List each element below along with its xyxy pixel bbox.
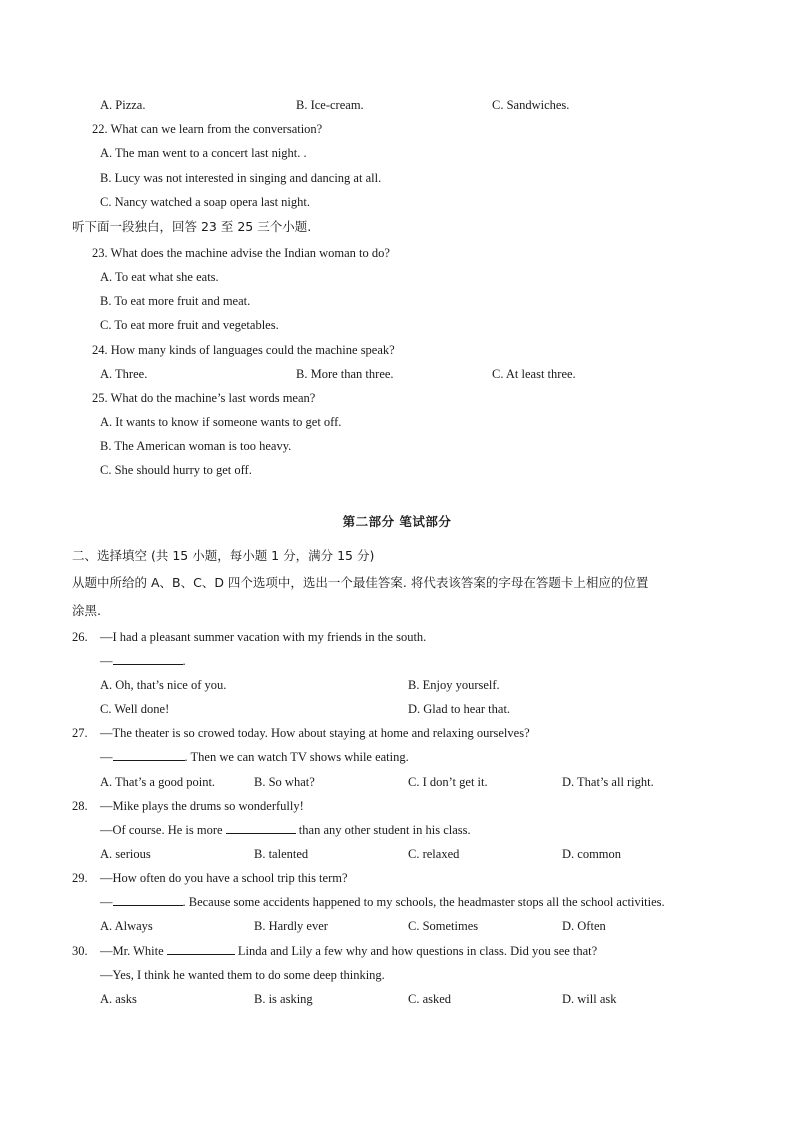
q29-answer-blank bbox=[113, 894, 183, 906]
q30-option-d: D. will ask bbox=[562, 992, 617, 1006]
q25-option-b: B. The American woman is too heavy. bbox=[100, 439, 292, 453]
q23-option-a: A. To eat what she eats. bbox=[100, 270, 219, 284]
instruction-line-2: 涂黑. bbox=[72, 603, 101, 618]
q27-line-1: —The theater is so crowed today. How about staying at home and relaxing ourselves? bbox=[100, 726, 530, 740]
q30-line-1 bbox=[100, 943, 597, 959]
q25-option-c: C. She should hurry to get off. bbox=[100, 463, 252, 477]
q29-dash: — bbox=[100, 895, 113, 909]
q26-dash: — bbox=[100, 654, 113, 668]
q28-line-2-start: —Of course. He is more bbox=[100, 823, 226, 837]
q23-option-b: B. To eat more fruit and meat. bbox=[100, 294, 251, 308]
q27-line-2-end: . Then we can watch TV shows while eating. bbox=[184, 750, 409, 764]
q27-number: 27. bbox=[72, 726, 88, 740]
q29-number: 29. bbox=[72, 871, 88, 885]
q28-number: 28. bbox=[72, 799, 88, 813]
q27-option-a: A. That’s a good point. bbox=[100, 775, 216, 789]
q27-option-c: C. I don’t get it. bbox=[408, 775, 488, 789]
q28-option-a: A. serious bbox=[100, 847, 151, 861]
part-two-title: 第二部分 笔试部分 bbox=[342, 514, 452, 529]
q26-option-b: B. Enjoy yourself. bbox=[408, 678, 500, 692]
q22-option-c: C. Nancy watched a soap opera last night. bbox=[100, 195, 311, 209]
q30-option-c: C. asked bbox=[408, 992, 452, 1006]
q26-answer-blank bbox=[113, 653, 183, 665]
q26-option-d: D. Glad to hear that. bbox=[408, 702, 511, 716]
q21-option-a: A. Pizza. bbox=[100, 98, 146, 112]
q29-option-c: C. Sometimes bbox=[408, 919, 479, 933]
q22-option-a: A. The man went to a concert last night. . bbox=[100, 146, 307, 160]
q26-number: 26. bbox=[72, 630, 88, 644]
q21-option-b: B. Ice-cream. bbox=[296, 98, 364, 112]
q28-line-2-end: than any other student in his class. bbox=[295, 823, 471, 837]
q24-option-b: B. More than three. bbox=[296, 367, 394, 381]
q25-question: 25. What do the machine’s last words mean? bbox=[92, 391, 316, 405]
q28-line-1: —Mike plays the drums so wonderfully! bbox=[100, 799, 304, 813]
section-title: 二、选择填空 (共 15 小题，每小题 1 分，满分 15 分) bbox=[72, 548, 375, 563]
q23-question: 23. What does the machine advise the Indian woman to do? bbox=[92, 246, 390, 260]
q30-line-1-end: Linda and Lily a few why and how questions in class. Did you see that? bbox=[234, 944, 598, 958]
q30-number: 30. bbox=[72, 944, 88, 958]
monologue-instruction: 听下面一段独白，回答 23 至 25 三个小题. bbox=[72, 219, 312, 234]
q28-answer-blank bbox=[226, 822, 296, 834]
q28-option-b: B. talented bbox=[254, 847, 309, 861]
q30-line-2: —Yes, I think he wanted them to do some deep thinking. bbox=[100, 968, 385, 982]
q23-option-c: C. To eat more fruit and vegetables. bbox=[100, 318, 279, 332]
q24-question: 24. How many kinds of languages could the machine speak? bbox=[92, 343, 395, 357]
q29-line-1: —How often do you have a school trip this term? bbox=[100, 871, 348, 885]
q29-line-2-end: . Because some accidents happened to my schools, the headmaster stops all the school activities. bbox=[182, 895, 665, 909]
q24-option-a: A. Three. bbox=[100, 367, 148, 381]
q27-answer-blank bbox=[113, 749, 185, 761]
q30-option-a: A. asks bbox=[100, 992, 137, 1006]
q26-line-2 bbox=[100, 653, 186, 669]
q30-answer-blank bbox=[167, 943, 235, 955]
q30-line-1-start: —Mr. White bbox=[100, 944, 167, 958]
q22-question: 22. What can we learn from the conversation? bbox=[92, 122, 323, 136]
q28-line-2 bbox=[100, 822, 471, 838]
q26-option-a: A. Oh, that’s nice of you. bbox=[100, 678, 227, 692]
q29-line-2 bbox=[100, 894, 665, 910]
q28-option-d: D. common bbox=[562, 847, 622, 861]
q26-line-1: —I had a pleasant summer vacation with my friends in the south. bbox=[100, 630, 427, 644]
q26-option-c: C. Well done! bbox=[100, 702, 170, 716]
q29-option-d: D. Often bbox=[562, 919, 606, 933]
q28-option-c: C. relaxed bbox=[408, 847, 460, 861]
q24-option-c: C. At least three. bbox=[492, 367, 576, 381]
q30-option-b: B. is asking bbox=[254, 992, 313, 1006]
q27-option-d: D. That’s all right. bbox=[562, 775, 654, 789]
q27-dash: — bbox=[100, 750, 113, 764]
q22-option-b: B. Lucy was not interested in singing and dancing at all. bbox=[100, 171, 382, 185]
q29-option-a: A. Always bbox=[100, 919, 153, 933]
q27-option-b: B. So what? bbox=[254, 775, 315, 789]
q21-option-c: C. Sandwiches. bbox=[492, 98, 570, 112]
q25-option-a: A. It wants to know if someone wants to get off. bbox=[100, 415, 342, 429]
q29-option-b: B. Hardly ever bbox=[254, 919, 328, 933]
q26-line-2-end: . bbox=[182, 654, 186, 668]
q27-line-2 bbox=[100, 749, 409, 765]
instruction-line-1: 从题中所给的 A、B、C、D 四个选项中，选出一个最佳答案. 将代表该答案的字母在答题卡上相应的位置 bbox=[72, 575, 649, 590]
